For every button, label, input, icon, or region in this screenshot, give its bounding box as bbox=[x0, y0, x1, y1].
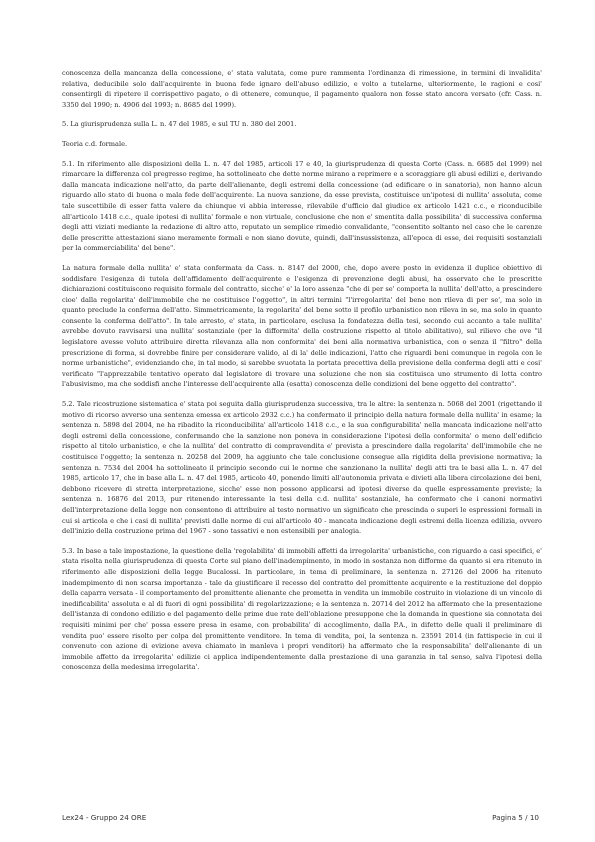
document-body bbox=[62, 68, 542, 673]
paragraph-5-1: 5.1. In riferimento alle disposizioni della L. n. 47 del 1985, articoli 17 e 40, la giurisprudenza di questa Corte (Cass. n. 6685 del 1999) nel rimarcare la differenza col pregresso regime, ha sottolineato che dette norme mirano a reprimere e a scoraggiare gli abusi edilizi e, derivando dalla mancata indicazione nell'atto, da parte dell'alienante, degli estremi della concessione (ad edificare o in sanatoria), non hanno alcun riguardo allo stato di buona o mala fede dell'acquirente. La nuova sanzione, da esse prevista, costituisce un'ipotesi di nullita' assoluta, come tale suscettibile di esser fatta valere da chiunque vi abbia interesse, rilevabile d'ufficio dal giudice ex articolo 1421 c.c., e riconducibile all'articolo 1418 c.c., quale ipotesi di nullita' formale e non virtuale, conclusione che non e' smentita dalla possibilita' di successiva conferma degli atti viziati mediante la redazione di altro atto, reputato un semplice rimedio convalidante, "consentito soltanto nel caso che le carenze delle prescritte attestazioni siano meramente formali e non siano dovute, quindi, dall'insussistenza, all'epoca di esse, dei requisiti sostanziali per la commerciabilita' del bene". bbox=[62, 159, 542, 253]
paragraph-5-2: 5.2. Tale ricostruzione sistematica e' stata poi seguita dalla giurisprudenza successiva, tra le altre: la sentenza n. 5068 del 2001 (rigettando il motivo di ricorso avverso una sentenza emessa ex articolo 2932 c.c.) ha confermato il principio della natura formale della nullita' in esame; la sentenza n. 5898 del 2004, ne ha ribadito la riconducibilita' all'articolo 1418 c.c., e la sua configurabilita' nella mancata indicazione nell'atto degli estremi della concessione, confermando che la sanzione non poneva in considerazione l'ipotesi della conformita' o meno dell'edificio rispetto al titolo urbanistico, e che la nullita' del contratto di compravendita e' prevista a prescindere dalla regolarita' dell'immobile che ne costituisce l'oggetto; la sentenza n. 20258 del 2009, ha aggiunto che tale conclusione consegue alla rigidita della previsione normativa; la sentenza n. 7534 del 2004 ha sottolineato il principio secondo cui le norme che sanzionano la nullita' degli atti tra le basi alla L. n. 47 del 1985, articolo 17, che in base alla L. n. 47 del 1985, articolo 40, ponendo limiti all'autonomia privata e divieti alla libera circolazione dei beni, debbono ricevere di stretta interpretazione, sicche' esse non possono applicarsi ad ipotesi diverse da quelle espressamente previste; la sentenza n. 16876 del 2013, pur ritenendo interessante la tesi della c.d. nullita' sostanziale, ha confermato che i canoni normativi dell'interpretazione della legge non consentono di attribuire al testo normativo un significato che prescinda o superi le espressioni formali in cui si articola e che i casi di nullita' previsti dalle norme di cui all'articolo 40 - mancata indicazione degli estremi della licenza edilizia, ovvero dell'inizio della costruzione prima del 1967 - sono tassativi e non estensibili per analogia. bbox=[62, 400, 542, 536]
paragraph-formal-nullity: La natura formale della nullita' e' stata confermata da Cass. n. 8147 del 2000, che, dopo avere posto in evidenza il duplice obiettivo di soddisfare l'esigenza di tutela dell'affidamento dell'acquirente e l'esigenza di prevenzione degli abusi, ha osservato che le prescritte dichiarazioni costituiscono requisito formale del contratto, sicche' e' la loro assenza "che di per se' comporta la nullita' dell'atto, a prescindere cioe' dalla regolarita' dell'immobile che ne costituisce l'oggetto", in altri termini "l'irregolarita' del bene non rileva di per se', ma solo in quanto preclude la conferma dell'atto. Simmetricamente, la regolarita' del bene sotto il profilo urbanistico non rileva in se, ma solo in quanto consente la conferma dell'atto". In tale arresto, e' stata, in particolare, esclusa la fondatezza della tesi, secondo cui accanto a tale nullita' avrebbe dovuto ravvisarsi una nullita' sostanziale (per la difformita' della costruzione rispetto al titolo abilitativo), sul rilievo che ove "il legislatore avesse voluto attribuire diretta rilevanza alla non conformita' dei beni alla normativa urbanistica, con o senza il "filtro" della prescrizione di forma, si dovrebbe finire per considerare valido, al di la' delle indicazioni, l'atto che riguardi beni comunque in regola con le norme urbanistiche", evidenziando che, in tal modo, si sarebbe svuotata la portata precettiva della previsione della conferma degli atti e cosi' verificato "l'apprezzabile tentativo operato dal legislatore di trovare una soluzione che non sia costituisca uno strumento di lotta contro l'abusivismo, ma che soddisfi anche l'interesse dell'acquirente alla (esatta) conoscenza delle condizioni del bene oggetto del contratto". bbox=[62, 263, 542, 389]
paragraph-5-3: 5.3. In base a tale impostazione, la questione della 'regolabilita' di immobili affetti da irregolarita' urbanistiche, con riguardo a casi specifici, e' stata risolta nella giurisprudenza di questa Corte sul piano dell'inadempimento, in modo in sostanza non difforme da quanto si era ritenuto in riferimento alle disposizioni della legge Bucalossi. In particolare, in tema di preliminare, la sentenza n. 27126 del 2006 ha ritenuto inadempimento di non scarsa importanza - tale da giustificare il recesso del contratto del promittente acquirente e la restituzione del doppio della caparra versata - il comportamento del promittente alienante che prometta in vendita un immobile costruito in violazione di un vincolo di inedificabilita' assoluta e al di fuori di ogni possibilita' di regolarizzazione; e la sentenza n. 20714 del 2012 ha affermato che la presentazione dell'istanza di condono edilizio e del pagamento delle prime due rate dell'oblazione presuppone che la domanda in questione sia connotata dei requisiti minimi per che' possa essere presa in esame, con probabilita' di accoglimento, dalla P.A., in difetto delle quali il preliminare di vendita puo' essere risolto per colpa del promittente venditore. In tema di vendita, poi, la sentenza n. 23591 2014 (in fattispecie in cui il convenuto con azione di evizione aveva chiamato in manleva i propri venditori) ha affermato che la responsabilita' dell'alienante di un immobile affetto da irregolarita' edilizie ci applica indipendentemente dalla prestazione di una garanzia in tal senso, salva l'ipotesi della conoscenza della medesima irregolarita'. bbox=[62, 546, 542, 672]
subsection-heading: Teoria c.d. formale. bbox=[62, 139, 128, 148]
paragraph-intro: conoscenza della mancanza della concessione, e' stata valutata, come pure rammenta l'ordinanza di rimessione, in termini di invalidita' relativa, deducibile solo dall'acquirente in buona fede ignaro dell'abuso edilizio, e volto a tutelarne, ulteriormente, le ragioni e cosi' consentirgli di ripetere il corrispettivo pagato, o di ottenere, comunque, il pagamento qualora non fosse stato ancora versato (cfr. Cass. n. 3350 del 1990; n. 4906 del 1993; n. 8685 del 1999). bbox=[62, 69, 542, 109]
page-number: Pagina 5 / 10 bbox=[492, 813, 539, 822]
footer-publisher: Lex24 - Gruppo 24 ORE bbox=[62, 813, 147, 822]
section-heading: 5. La giurisprudenza sulla L. n. 47 del 1985, e sul TU n. 380 del 2001. bbox=[62, 120, 297, 129]
page-footer bbox=[62, 813, 539, 822]
document-page bbox=[62, 68, 542, 828]
